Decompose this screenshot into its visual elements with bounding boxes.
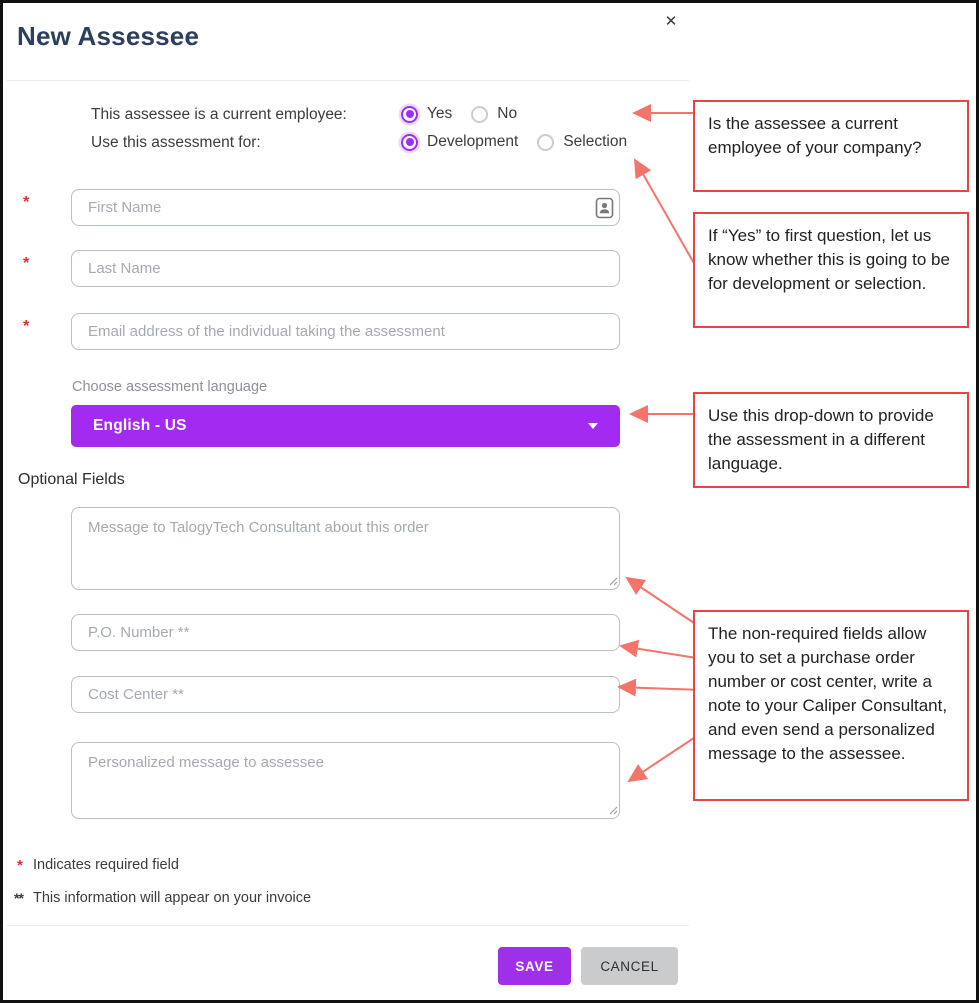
employee-question-label: This assessee is a current employee: [91, 106, 347, 123]
required-footnote: * Indicates required field [17, 857, 179, 874]
footer-divider [7, 925, 689, 926]
employee-question-options [401, 105, 517, 123]
radio-no[interactable] [471, 106, 488, 123]
resize-handle-icon[interactable] [607, 804, 618, 815]
language-dropdown[interactable] [71, 405, 620, 447]
radio-selection[interactable] [537, 134, 554, 151]
consultant-message-field[interactable] [71, 507, 620, 590]
arrow-po-number [621, 646, 703, 659]
purpose-question-options [401, 133, 627, 151]
po-number-field[interactable] [71, 614, 620, 651]
chevron-down-icon [588, 423, 598, 429]
radio-no-label: No [497, 105, 518, 122]
required-asterisk: * [23, 255, 30, 272]
last-name-field[interactable] [71, 250, 620, 287]
radio-development[interactable] [401, 134, 418, 151]
arrow-personal-message [629, 732, 703, 781]
cancel-button[interactable]: CANCEL [581, 947, 678, 985]
asterisk-marker: * [17, 857, 23, 874]
email-field[interactable] [71, 313, 620, 350]
cost-center-field[interactable] [71, 676, 620, 713]
required-asterisk: * [23, 194, 30, 211]
first-name-field[interactable] [71, 189, 620, 226]
page-title: New Assessee [17, 21, 200, 51]
language-selected-value: English - US [93, 417, 187, 434]
radio-selection-label: Selection [563, 133, 628, 150]
double-asterisk-marker: ** [14, 890, 23, 906]
purpose-question-label: Use this assessment for: [91, 134, 261, 151]
save-button[interactable]: SAVE [498, 947, 571, 985]
radio-yes-label: Yes [427, 105, 453, 122]
callout-language: Use this drop-down to provide the assessment in a different language. [693, 392, 969, 488]
callout-purpose: If “Yes” to first question, let us know whether this is going to be for development or selection. [693, 212, 969, 328]
arrow-cost-center [619, 687, 703, 690]
radio-yes[interactable] [401, 106, 418, 123]
radio-development-label: Development [427, 133, 519, 150]
callout-employee: Is the assessee a current employee of your company? [693, 100, 969, 192]
callout-optional: The non-required fields allow you to set a purchase order number or cost center, write a note to your Caliper Consultant, and even send a personalized message to the assessee. [693, 610, 969, 801]
invoice-footnote: ** This information will appear on your invoice [14, 890, 312, 906]
personal-message-field[interactable] [71, 742, 620, 819]
optional-fields-heading: Optional Fields [18, 471, 125, 488]
resize-handle-icon[interactable] [607, 575, 618, 586]
close-icon[interactable]: ✕ [659, 9, 683, 33]
header-divider [7, 80, 689, 81]
language-label: Choose assessment language [72, 379, 268, 395]
contacts-autofill-icon[interactable] [595, 197, 614, 219]
required-asterisk: * [23, 318, 30, 335]
arrow-consultant-message [627, 578, 703, 629]
